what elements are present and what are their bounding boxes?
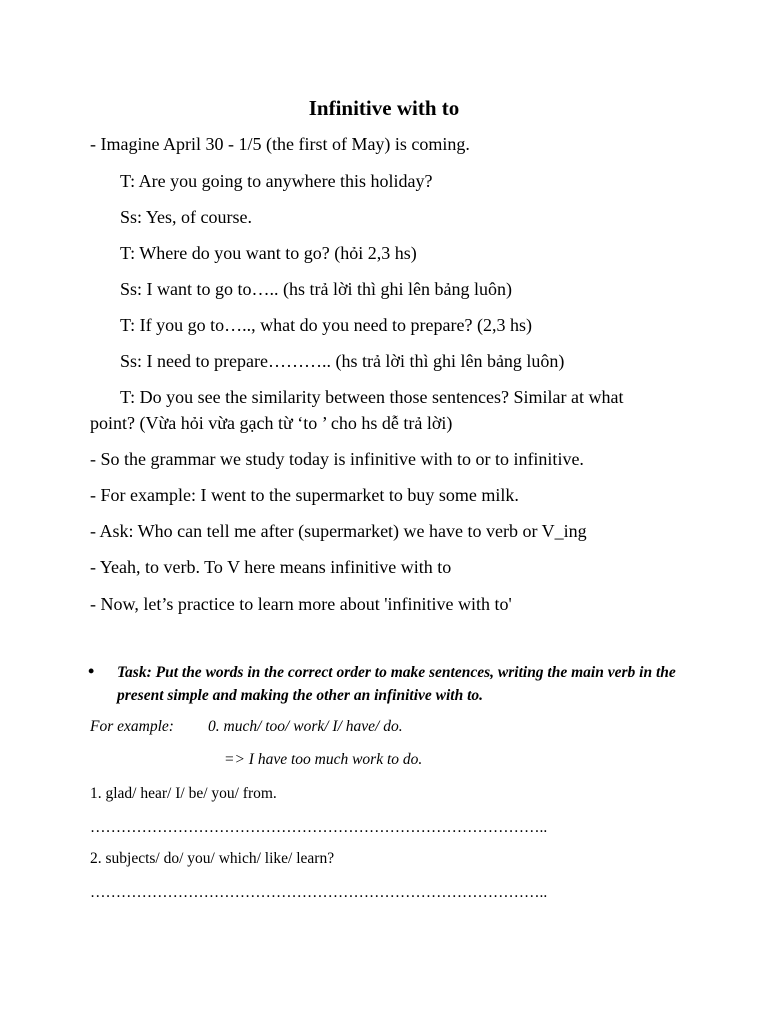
lesson-line: - For example: I went to the supermarket to buy some milk. (90, 485, 519, 505)
bullet-icon: • (88, 661, 95, 681)
answer-line: …………………………………………………………………………….. (90, 819, 548, 836)
dialogue-paragraph: T: Do you see the similarity between those sentences? Similar at what point? (Vừa hỏi vừa gạch từ ‘to ’ cho hs dễ trả lời) (90, 387, 624, 433)
dialogue-line: Ss: Yes, of course. (120, 207, 253, 227)
task-instructions: Task: Put the words in the correct order to make sentences, writing the main verb in the present simple and making the other an infinitive with to. (117, 664, 676, 704)
dialogue-line: T: Where do you want to go? (hỏi 2,3 hs) (120, 243, 417, 263)
example-item: 0. much/ too/ work/ I/ have/ do. (208, 718, 403, 735)
dialogue-line: Ss: I want to go to….. (hs trả lời thì ghi lên bảng luôn) (120, 279, 512, 299)
dialogue-line: T: Are you going to anywhere this holiday? (120, 171, 433, 191)
exercise-question: 2. subjects/ do/ you/ which/ like/ learn? (90, 850, 335, 867)
page-title: Infinitive with to (308, 96, 460, 120)
lesson-line: - Yeah, to verb. To V here means infinitive with to (90, 557, 452, 577)
lesson-line: - Ask: Who can tell me after (supermarket) we have to verb or V_ing (90, 521, 587, 541)
example-answer: => I have too much work to do. (224, 751, 423, 768)
answer-line: …………………………………………………………………………….. (90, 884, 548, 901)
exercise-question: 1. glad/ hear/ I/ be/ you/ from. (90, 785, 277, 802)
lesson-line: - So the grammar we study today is infinitive with to or to infinitive. (90, 449, 584, 469)
lesson-line: - Imagine April 30 - 1/5 (the first of May) is coming. (90, 134, 470, 154)
lesson-line: - Now, let’s practice to learn more about 'infinitive with to' (90, 594, 512, 614)
dialogue-line: Ss: I need to prepare……….. (hs trả lời thì ghi lên bảng luôn) (120, 351, 565, 371)
example-label: For example: (90, 718, 174, 735)
dialogue-line: T: If you go to….., what do you need to prepare? (2,3 hs) (120, 315, 532, 335)
